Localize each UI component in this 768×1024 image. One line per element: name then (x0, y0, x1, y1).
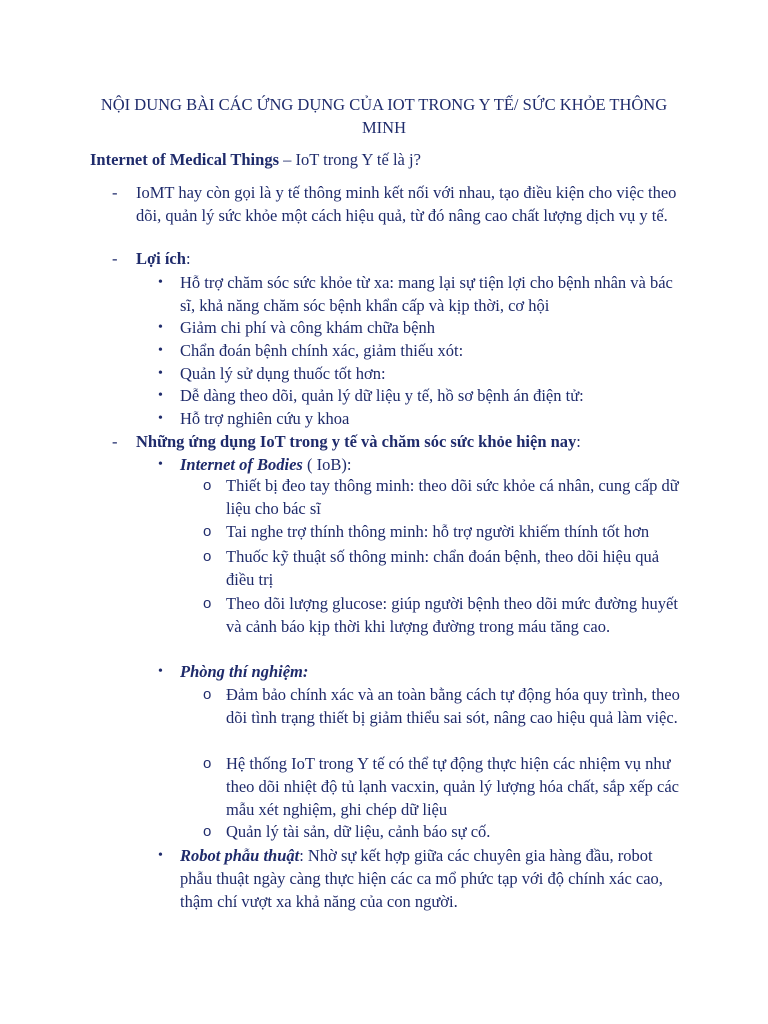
applications-label: Những ứng dụng IoT trong y tế và chăm sóc sức khỏe hiện nay (136, 432, 577, 451)
lab-heading-item (158, 660, 688, 683)
benefit-item: • Hỗ trợ chăm sóc sức khỏe từ xa: mang lại sự tiện lợi cho bệnh nhân và bác sĩ, khả năng chăm sóc bệnh khẩn cấp và kịp thời, cơ hội (158, 273, 673, 315)
sub-marker: o (203, 477, 212, 494)
bullet-marker: • (158, 366, 163, 381)
intro-heading (90, 148, 421, 171)
lab-item: o Hệ thống IoT trong Y tế có thể tự động thực hiện các nhiệm vụ như theo dõi nhiệt độ tủ lạnh vacxin, quản lý lượng hóa chất, sắp xếp các mẫu xét nghiệm, ghi chép dữ liệu (203, 754, 679, 819)
dash-marker: - (112, 183, 118, 202)
iob-label: Internet of Bodies (180, 455, 303, 474)
lab-item: o Đảm bảo chính xác và an toàn bằng cách tự động hóa quy trình, theo dõi tình trạng thiết bị giảm thiểu sai sót, nâng cao hiệu quả làm việc. (203, 685, 680, 727)
sub-marker: o (203, 823, 212, 840)
sub-marker: o (203, 548, 212, 565)
benefits-heading: Lợi ích: (136, 249, 191, 268)
benefit-item: • Hỗ trợ nghiên cứu y khoa (158, 409, 350, 428)
lab-item: o Quản lý tài sản, dữ liệu, cảnh báo sự cố. (203, 822, 491, 841)
sub-marker: o (203, 595, 212, 612)
iob-item: o Thiết bị đeo tay thông minh: theo dõi sức khỏe cá nhân, cung cấp dữ liệu cho bác sĩ (203, 476, 679, 518)
bullet-marker: • (158, 664, 163, 679)
intro-question: – IoT trong Y tế là j? (279, 150, 421, 169)
document-title: NỘI DUNG BÀI CÁC ỨNG DỤNG CỦA IOT TRONG Y TẾ/ SỨC KHỎE THÔNG MINH (100, 95, 668, 137)
benefit-item: • Chẩn đoán bệnh chính xác, giảm thiếu xót: (158, 341, 464, 360)
bullet-marker: • (158, 388, 163, 403)
bullet-marker: • (158, 343, 163, 358)
iob-item: o Thuốc kỹ thuật số thông minh: chẩn đoán bệnh, theo dõi hiệu quả điều trị (203, 547, 660, 589)
lab-label: Phòng thí nghiệm: (180, 662, 309, 681)
bullet-marker: • (158, 275, 163, 290)
bullet-marker: • (158, 320, 163, 335)
bullet-marker: • (158, 848, 163, 863)
iomt-definition-text: IoMT hay còn gọi là y tế thông minh kết nối với nhau, tạo điều kiện cho việc theo dõi, quản lý sức khỏe một cách hiệu quả, từ đó nâng cao chất lượng dịch vụ y tế. (136, 183, 677, 225)
sub-marker: o (203, 523, 212, 540)
iob-item: o Theo dõi lượng glucose: giúp người bệnh theo dõi mức đường huyết và cảnh báo kịp thời khi lượng đường trong máu tăng cao. (203, 594, 678, 636)
robot-label: Robot phẫu thuật (180, 846, 300, 865)
benefit-item: • Quản lý sử dụng thuốc tốt hơn: (158, 364, 386, 383)
benefits-heading-item (112, 247, 692, 270)
bullet-marker: • (158, 457, 163, 472)
benefits-label: Lợi ích (136, 249, 186, 268)
iomt-definition-item (112, 181, 692, 227)
dash-marker: - (112, 249, 118, 268)
benefit-item: • Dễ dàng theo dõi, quản lý dữ liệu y tế, hồ sơ bệnh án điện tử: (158, 386, 584, 405)
sub-marker: o (203, 755, 212, 772)
iob-item: o Tai nghe trợ thính thông minh: hỗ trợ người khiếm thính tốt hơn (203, 522, 650, 541)
bullet-marker: • (158, 411, 163, 426)
robot-item: • Robot phẫu thuật: Nhờ sự kết hợp giữa các chuyên gia hàng đầu, robot phẫu thuật ngày càng thực hiện các ca mổ phức tạp với độ chính xác cao, thậm chí vượt xa khả năng của con người. (158, 846, 663, 911)
iob-heading-item: • Internet of Bodies ( IoB): (158, 455, 352, 474)
sub-marker: o (203, 686, 212, 703)
dash-marker: - (112, 432, 118, 451)
benefit-item: • Giảm chi phí và công khám chữa bệnh (158, 318, 435, 337)
applications-heading: Những ứng dụng IoT trong y tế và chăm sóc sức khỏe hiện nay: (136, 432, 581, 451)
applications-heading-item (112, 430, 692, 453)
intro-term: Internet of Medical Things (90, 150, 279, 169)
